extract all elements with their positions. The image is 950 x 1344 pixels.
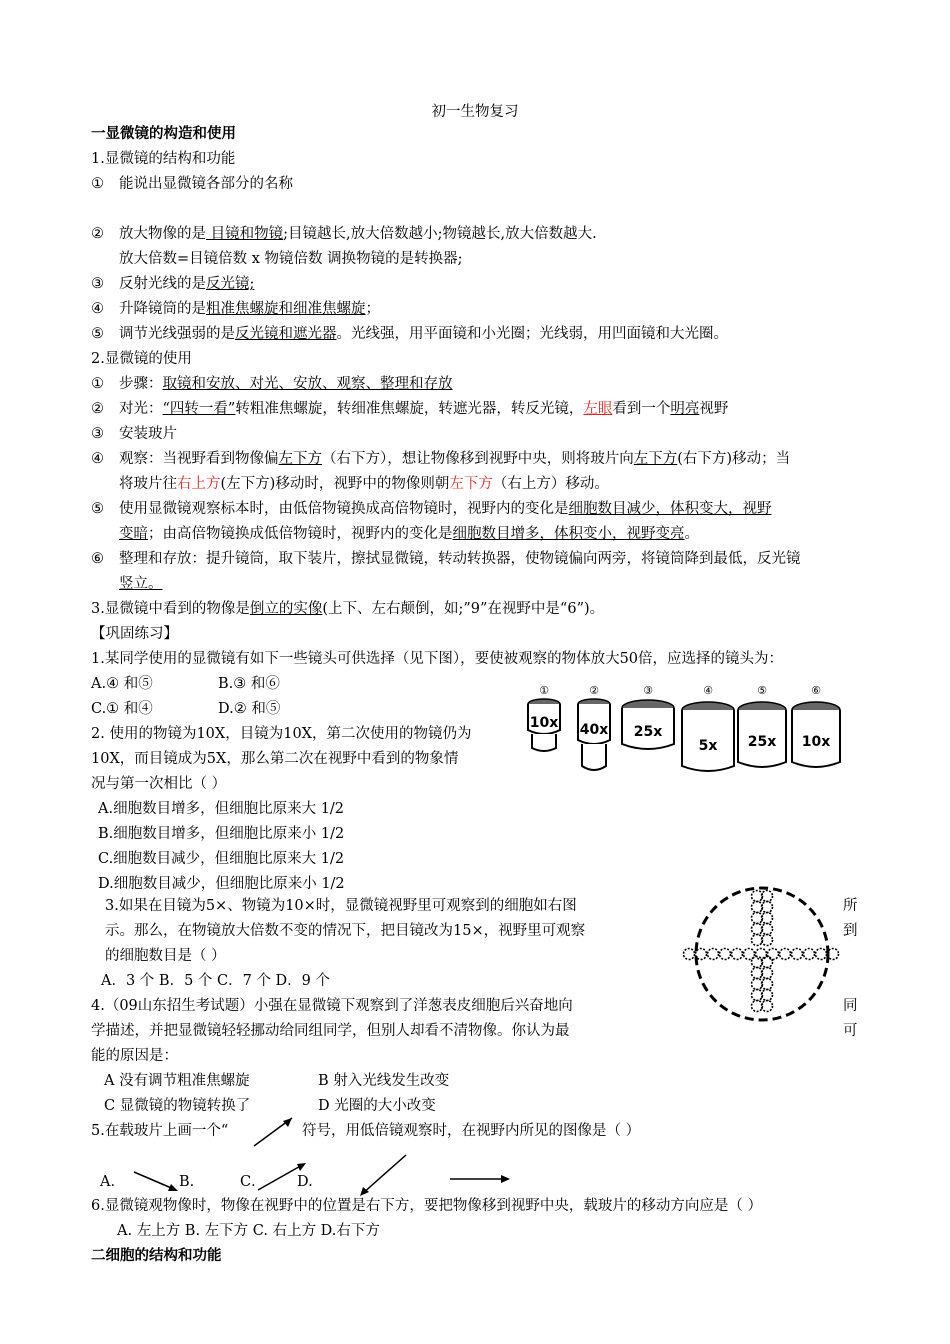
usage-3: [91, 424, 177, 444]
lens-2: [578, 684, 610, 770]
question-6-options: A. 左上方 B. 左下方 C. 右上方 D.右下方: [117, 1223, 380, 1239]
item-text: 转粗准焦螺旋，转细准焦螺旋，转遮光器，转反光镜，: [235, 401, 584, 417]
question-3-options: A．3 个 B．5 个 C．7 个 D．9 个: [101, 973, 331, 989]
cell: [816, 949, 827, 960]
item-2: [91, 224, 597, 244]
question-3-line-1-end: 所: [843, 898, 858, 914]
cell: [752, 902, 763, 913]
item-number: ⑥: [91, 551, 104, 567]
item-text: 整理和存放：提升镜筒，取下装片，擦拭显微镜，转动转换器，使物镜偏向两旁，将镜筒降到最低，反光镜: [119, 551, 801, 567]
cell: [752, 957, 763, 968]
usage-2: [91, 399, 728, 419]
answer-text-red: 左眼: [583, 401, 613, 417]
item-text: (左下方)移动时，视野中的物像则朝: [220, 476, 450, 492]
usage-6: [91, 549, 801, 569]
item-text: 对光：: [119, 401, 163, 417]
item-5: [91, 324, 728, 344]
lens-label: 10x: [801, 734, 831, 750]
usage-5: [91, 499, 772, 519]
question-1-option-b: B.③ 和⑥: [218, 676, 280, 692]
question-4-option-a: A 没有调节粗准焦螺旋: [104, 1073, 250, 1089]
item-number: ④: [91, 301, 104, 317]
item-2-continued: 放大倍数=目镜倍数 x 物镜倍数 调换物镜的是转换器;: [119, 251, 463, 267]
question-1: 1.某同学使用的显微镜有如下一些镜头可供选择（见下图），要使被观察的物体放大50倍，应选择的镜头为：: [91, 651, 784, 667]
option-a-arrow-icon: [134, 1172, 178, 1191]
option-extra-arrow-icon: [450, 1175, 510, 1183]
question-1-option-c: C.① 和④: [91, 701, 153, 717]
option-d-arrow-icon: [360, 1155, 406, 1196]
item-text: 反射光线的是: [119, 276, 206, 292]
item-text: ;目镜越长,放大倍数越小;物镜越长,放大倍数越大.: [283, 226, 597, 242]
item-text: ；: [365, 301, 380, 317]
item-number: ④: [91, 451, 104, 467]
answer-text: 倒立的实像: [249, 601, 323, 617]
item-number: ⑤: [91, 326, 104, 342]
question-2-option-d: D.细胞数目减少，但细胞比原来小 1/2: [98, 876, 345, 892]
answer-text: 左下方: [278, 451, 322, 467]
lens-number: ①: [539, 684, 549, 697]
cell: [804, 949, 815, 960]
cell: [752, 990, 763, 1001]
usage-1: [91, 374, 453, 394]
cell: [752, 1001, 763, 1012]
item-text: ；由高倍物镜换成低倍物镜时，视野内的变化是: [148, 526, 453, 542]
answer-text: 左下方: [633, 451, 678, 467]
lens-label: 10x: [529, 715, 559, 731]
item-text: 看到一个: [612, 401, 671, 417]
question-2-option-b: B.细胞数目增多，但细胞比原来小 1/2: [98, 826, 345, 842]
section-heading-microscope: 一显微镜的构造和使用: [91, 125, 236, 142]
question-6: 6.显微镜观物像时，物像在视野中的位置是右下方，要把物像移到视野中央，载玻片的移动方向应是（ ）: [91, 1198, 762, 1214]
lens-5: [738, 684, 786, 767]
lens-label: 40x: [579, 722, 609, 738]
item-number: ③: [91, 426, 104, 442]
item-number: ②: [91, 401, 104, 417]
lens-number: ⑥: [811, 684, 821, 697]
item-text: 步骤：: [119, 376, 163, 392]
lens-label: 25x: [633, 724, 663, 740]
lens-number: ③: [643, 684, 653, 697]
question-2-option-a: A.细胞数目增多，但细胞比原来大 1/2: [98, 801, 345, 817]
answer-text: 目镜和物镜: [206, 226, 284, 242]
question-4-option-b: B 射入光线发生改变: [318, 1073, 450, 1089]
cell: [684, 949, 695, 960]
field-of-view-figure: [677, 884, 847, 1024]
item-number: ⑤: [91, 501, 104, 517]
cell: [720, 949, 731, 960]
cell: [762, 891, 773, 902]
usage-4-continued: [119, 474, 609, 494]
question-1-option-a: A.④ 和⑤: [91, 676, 153, 692]
cell: [752, 968, 763, 979]
question-3-line-2-end: 到: [843, 923, 858, 939]
question-4-line-2-end: 可: [843, 1023, 858, 1039]
page-title: 初一生物复习: [431, 104, 519, 120]
subheading-usage: 2.显微镜的使用: [91, 351, 192, 367]
item-text: (上下、左右颠倒，如;”9”在视野中是“6”)。: [322, 601, 605, 617]
answer-text: 明亮: [670, 401, 700, 417]
cell: [752, 924, 763, 935]
item-text: (右下方)移动；当: [677, 451, 791, 467]
cell: [752, 891, 763, 902]
item-text: （右下方），想让物像移到视野中央，则将玻片向: [322, 451, 634, 467]
cell: [780, 949, 791, 960]
answer-text: 反光镜;: [206, 276, 255, 292]
question-4-line-1-end: 同: [843, 998, 858, 1014]
answer-text: 变暗: [119, 526, 148, 542]
item-number: ③: [91, 276, 104, 292]
item-text: （右上方）移动。: [492, 476, 609, 492]
question-5-line-1a: 5.在载玻片上画一个“: [91, 1123, 229, 1139]
practice-heading: 【巩固练习】: [91, 626, 178, 642]
answer-text: “四转一看”: [162, 401, 236, 417]
cell: [752, 913, 763, 924]
item-number: ①: [91, 176, 104, 192]
question-2-line-3: 况与第一次相比（ ）: [91, 776, 227, 792]
option-c-arrow-icon: [258, 1163, 306, 1190]
item-text: 视野: [699, 401, 729, 417]
cell: [732, 949, 743, 960]
lens-figure: [522, 682, 852, 782]
item-number: ①: [91, 376, 104, 392]
cell: [792, 949, 803, 960]
usage-5-continued: [119, 524, 699, 544]
item-text: 安装玻片: [119, 426, 177, 442]
cell: [768, 949, 779, 960]
arrow-symbol-icon: [246, 1112, 306, 1152]
answer-text-red: 右上方: [177, 476, 221, 492]
usage-4: [91, 449, 790, 469]
lens-label: 5x: [698, 738, 718, 754]
question-3-line-1: 3.如果在目镜为5×、物镜为10×时，显微镜视野里可观察到的细胞如右图: [105, 898, 577, 914]
subheading-structure: 1.显微镜的结构和功能: [91, 151, 236, 167]
question-3-line-3: 的细胞数目是（ ）: [105, 948, 226, 964]
answer-text: 粗准焦螺旋和细准焦螺旋: [206, 301, 366, 317]
item-text: 将玻片往: [119, 476, 177, 492]
lens-number: ④: [703, 684, 713, 697]
question-4-option-c: C 显微镜的物镜转换了: [104, 1098, 251, 1114]
question-4-line-2: 学描述，并把显微镜轻轻挪动给同组同学，但别人却看不清物像。你认为最: [91, 1023, 570, 1039]
subheading-image: [91, 599, 604, 619]
answer-text-red: 左下方: [449, 476, 493, 492]
question-4-line-1: 4.（09山东招生考试题）小强在显微镜下观察到了洋葱表皮细胞后兴奋地向: [91, 998, 573, 1014]
lens-label: 25x: [747, 734, 777, 750]
question-4-line-3: 能的原因是：: [91, 1048, 178, 1064]
lens-4: [682, 684, 734, 771]
item-text: 能说出显微镜各部分的名称: [119, 176, 293, 192]
question-5-option-d: D.: [297, 1174, 313, 1190]
answer-text: 细胞数目增多，体积变小，视野变亮: [452, 526, 685, 542]
answer-text: 细胞数目减少，体积变大，视野: [568, 501, 772, 517]
lens-number: ⑤: [757, 684, 767, 697]
item-text: 升降镜筒的是: [119, 301, 206, 317]
question-2-line-2: 10X，而目镜成为5X，那么第二次在视野中看到的物象情: [91, 751, 459, 767]
lens-number: ②: [589, 684, 599, 697]
question-5-line-1b: 符号，用低倍镜观察时，在视野内所见的图像是（ ）: [302, 1123, 641, 1139]
question-4-option-d: D 光圈的大小改变: [318, 1098, 436, 1114]
usage-6-continued: 竖立。: [119, 576, 163, 592]
question-1-option-d: D.② 和⑤: [218, 701, 281, 717]
item-number: ②: [91, 226, 104, 242]
item-text: 调节光线强弱的是: [119, 326, 235, 342]
question-2-option-c: C.细胞数目减少，但细胞比原来大 1/2: [98, 851, 345, 867]
lens-6: [792, 684, 840, 767]
section-heading-cell: 二细胞的结构和功能: [91, 1247, 222, 1264]
item-text: 。: [684, 526, 699, 542]
question-2-line-1: 2. 使用的物镜为10X，目镜为10X，第二次使用的物镜仍为: [91, 726, 472, 742]
lens-3: [622, 684, 674, 749]
item-text: 使用显微镜观察标本时，由低倍物镜换成高倍物镜时，视野内的变化是: [119, 501, 569, 517]
cell-chain: [684, 891, 839, 1012]
answer-text: 取镜和安放、对光、安放、观察、整理和存放: [162, 376, 453, 392]
item-4: [91, 299, 380, 319]
answer-text: 反光镜和遮光器: [235, 326, 337, 342]
cell: [708, 949, 719, 960]
question-3-line-2: 示。那么，在物镜放大倍数不变的情况下，把目镜改为15×，视野里可观察: [105, 923, 586, 939]
item-1: [91, 174, 293, 194]
question-5-option-b: B.: [179, 1174, 195, 1190]
lens-1: [528, 684, 560, 751]
question-5-option-a: A．: [100, 1174, 125, 1190]
item-text: 观察：当视野看到物像偏: [119, 451, 279, 467]
item-text: 3.显微镜中看到的物像是: [91, 601, 250, 617]
question-5-option-c: C．: [240, 1174, 266, 1190]
item-text: 放大物像的是: [119, 226, 206, 242]
item-3: [91, 274, 254, 294]
cell: [752, 979, 763, 990]
item-text: 。光线强，用平面镜和小光圈；光线弱，用凹面镜和大光圈。: [336, 326, 728, 342]
cell: [752, 935, 763, 946]
